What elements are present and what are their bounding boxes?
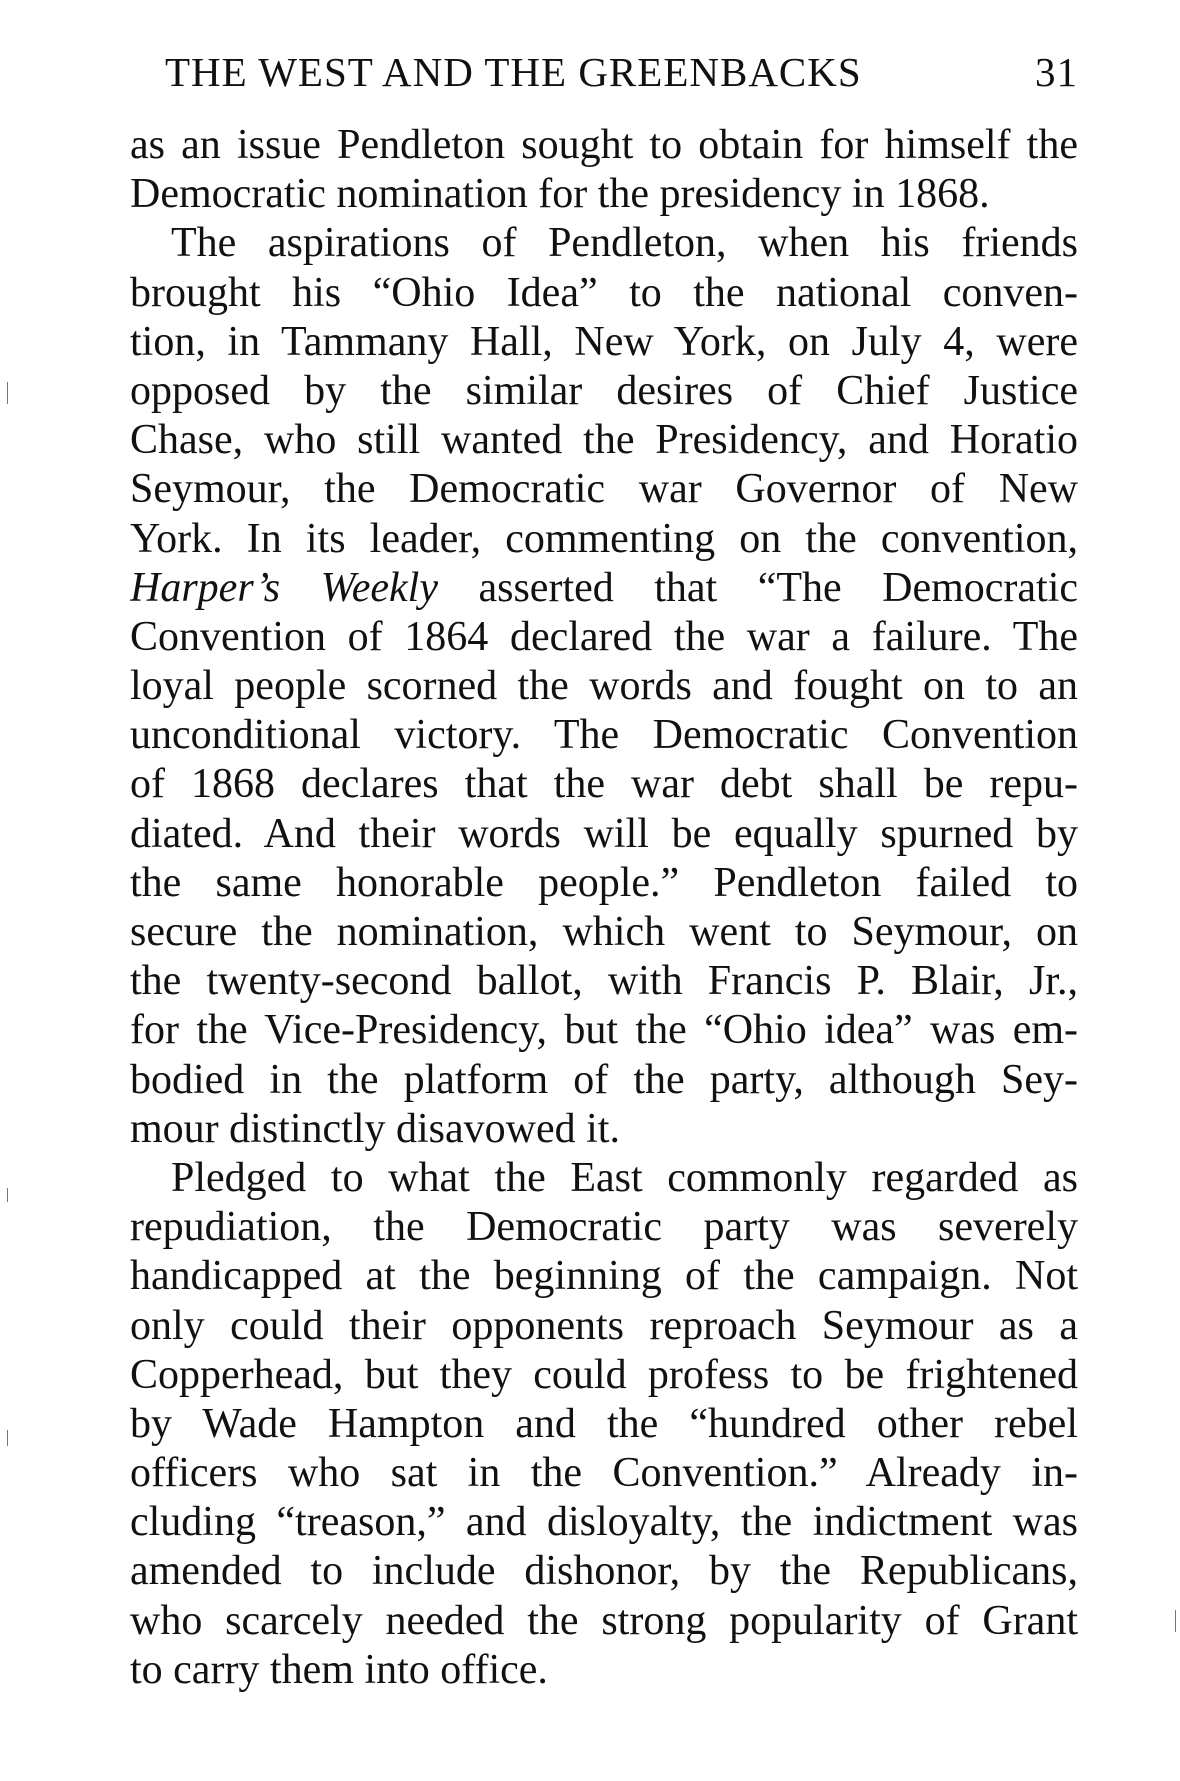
text-line: secure the nomination, which went to Seymour, on [130, 909, 1078, 955]
text-line: Chase, who still wanted the Presidency, and Horatio [130, 417, 1078, 464]
paragraph-first-line: Pledged to what the East commonly regarded as [171, 1154, 1078, 1201]
running-head [165, 44, 1078, 100]
page-number: 31 [1035, 49, 1078, 95]
text-line: brought his “Ohio Idea” to the national conven- [130, 269, 1078, 316]
paragraph-last-line: to carry them into office. [130, 1646, 548, 1693]
text-line-remainder: asserted that “The Democratic [438, 564, 1078, 611]
text-line: unconditional victory. The Democratic Convention [130, 712, 1078, 759]
running-title: THE WEST AND THE GREENBACKS [165, 49, 862, 95]
text-line-with-publication-title [130, 564, 1078, 613]
text-line: bodied in the platform of the party, although Sey- [130, 1056, 1078, 1103]
text-line: repudiation, the Democratic party was severely [130, 1204, 1078, 1251]
text-line: Copperhead, but they could profess to be frightened [130, 1351, 1078, 1398]
text-line: opposed by the similar desires of Chief Justice [130, 367, 1078, 414]
text-line: Seymour, the Democratic war Governor of New [130, 466, 1078, 513]
text-line: tion, in Tammany Hall, New York, on July 4, were [130, 318, 1078, 365]
text-line: only could their opponents reproach Seymour as a [130, 1302, 1078, 1349]
scan-edge-mark [1175, 1610, 1176, 1632]
text-line: officers who sat in the Convention.” Already in- [130, 1450, 1078, 1497]
text-line: the same honorable people.” Pendleton failed to [130, 859, 1078, 906]
text-line: for the Vice-Presidency, but the “Ohio idea” was em- [130, 1007, 1078, 1054]
text-line: cluding “treason,” and disloyalty, the indictment was [130, 1499, 1078, 1546]
text-line: the twenty-second ballot, with Francis P. Blair, Jr., [130, 958, 1078, 1005]
scan-edge-mark [7, 1430, 8, 1446]
text-line: amended to include dishonor, by the Republicans, [130, 1548, 1078, 1595]
body-text [130, 121, 1078, 1695]
text-line: York. In its leader, commenting on the convention, [130, 515, 1078, 562]
text-line: loyal people scorned the words and fought on to an [130, 663, 1078, 710]
text-line: as an issue Pendleton sought to obtain for himself the [130, 122, 1078, 168]
text-line: diated. And their words will be equally spurned by [130, 810, 1078, 857]
text-line: Convention of 1864 declared the war a failure. The [130, 613, 1078, 660]
scan-edge-mark [7, 382, 8, 404]
text-line: of 1868 declares that the war debt shall be repu- [130, 761, 1078, 808]
text-line: by Wade Hampton and the “hundred other rebel [130, 1400, 1078, 1447]
paragraph-last-line: mour distinctly disavowed it. [130, 1105, 620, 1152]
text-line: who scarcely needed the strong popularity of Grant [130, 1597, 1078, 1644]
text-line: handicapped at the beginning of the campaign. Not [130, 1253, 1078, 1300]
paragraph-first-line: The aspirations of Pendleton, when his friends [171, 220, 1078, 267]
publication-title: Harper’s Weekly [130, 564, 438, 611]
text-line: Democratic nomination for the presidency in 1868. [130, 171, 990, 218]
scan-edge-mark [7, 1188, 8, 1202]
